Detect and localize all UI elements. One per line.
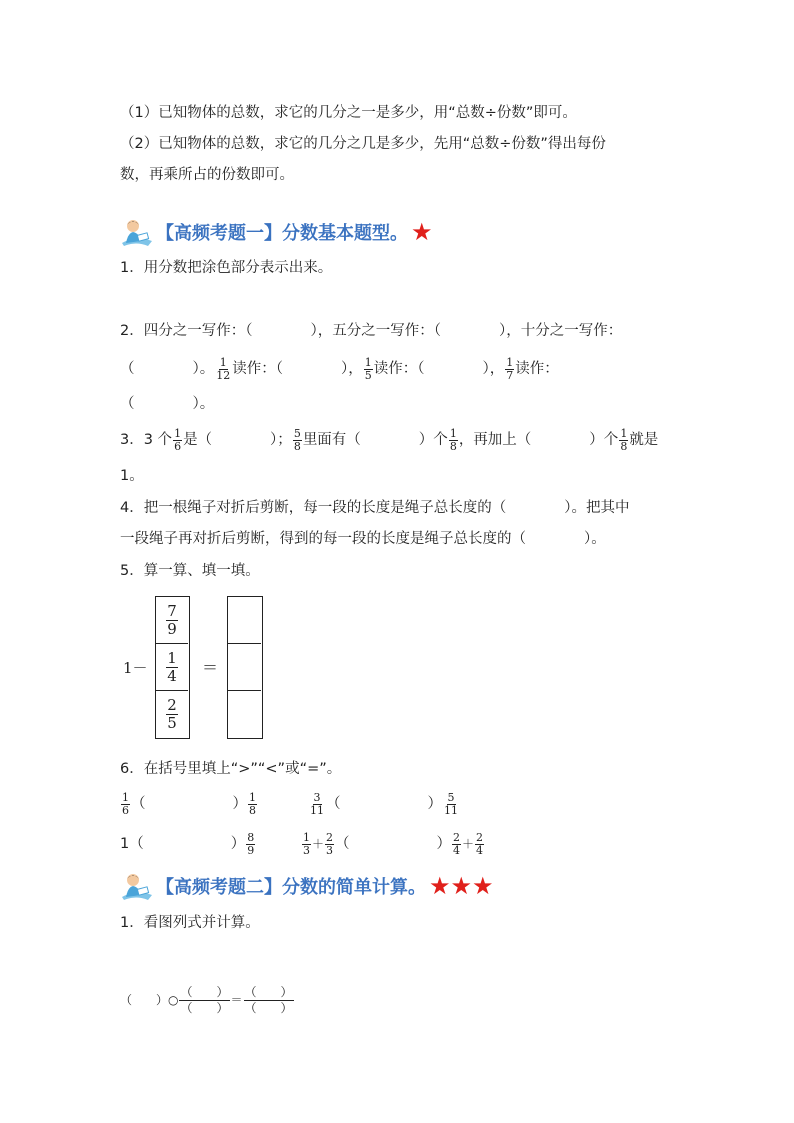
answer-column-box[interactable]	[227, 596, 263, 739]
answer-cell[interactable]	[228, 597, 261, 644]
fraction	[215, 357, 231, 382]
denominator: 8	[620, 439, 628, 453]
denominator: 6	[174, 439, 182, 453]
s1-question-4-line-b: 一段绳子再对折后剪断，得到的每一段的长度是绳子总长度的（ ）。	[120, 531, 606, 547]
q2-read-label: 读作：（ ），	[373, 361, 505, 377]
compare-row-2-left	[120, 829, 256, 859]
fraction	[293, 428, 302, 453]
numerator: 1	[167, 648, 177, 667]
denominator: 3	[326, 843, 334, 857]
denominator: 5	[364, 368, 372, 382]
s1-question-4-line-a: 4．把一根绳子对折后剪断，每一段的长度是绳子总长度的（ ）。把其中	[120, 500, 630, 516]
numerator: 8	[247, 830, 255, 844]
fraction-cell	[156, 597, 188, 644]
compare-row-2-right	[301, 829, 485, 859]
denominator: 9	[167, 619, 177, 638]
fraction-cell	[156, 691, 188, 737]
numerator: 2	[476, 830, 484, 844]
plus-sign: ＋	[462, 837, 475, 851]
fraction	[364, 357, 373, 382]
s1-question-5: 5．算一算、填一填。	[120, 563, 260, 579]
numerator: 5	[293, 426, 301, 440]
numerator: 1	[364, 355, 372, 369]
s1-question-2-line-b	[120, 356, 559, 382]
intro-line-1: （1）已知物体的总数，求它的几分之一是多少，用“总数÷份数”即可。	[120, 105, 577, 121]
compare-blank[interactable]: （ ）	[131, 796, 247, 812]
section1-title: 【高频考题一】分数基本题型。	[156, 223, 408, 244]
denominator: 5	[167, 713, 177, 732]
fraction	[173, 428, 182, 453]
answer-cell[interactable]	[228, 644, 261, 691]
fraction	[505, 357, 514, 382]
s1-question-1: 1．用分数把涂色部分表示出来。	[120, 260, 333, 276]
section2-title: 【高频考题二】分数的简单计算。	[156, 877, 426, 898]
equation-template	[120, 980, 295, 1020]
one-minus-label: 1－	[123, 659, 148, 677]
section1-heading	[118, 217, 433, 247]
denominator: 3	[303, 843, 310, 857]
numerator: 1	[620, 426, 628, 440]
student-reading-icon	[118, 217, 154, 247]
compare-blank[interactable]: 1（ ）	[120, 836, 246, 852]
numerator-blank[interactable]: （ ）	[180, 985, 229, 999]
q3-text: 里面有（ ）个	[302, 432, 448, 448]
s1-question-3	[120, 427, 658, 453]
denominator: 9	[247, 843, 255, 857]
denominator: 12	[216, 368, 231, 382]
denominator-blank[interactable]: （ ）	[180, 1001, 229, 1015]
fraction	[449, 428, 458, 453]
numerator: 1	[506, 355, 514, 369]
operator-blank[interactable]: （ ）○	[120, 993, 179, 1007]
intro-line-2: （2）已知物体的总数，求它的几分之几是多少，先用“总数÷份数”得出每份	[120, 136, 606, 152]
plus-sign: ＋	[312, 837, 325, 851]
compare-blank[interactable]: （ ）	[335, 836, 452, 852]
equals-sign: ＝	[202, 658, 219, 677]
numerator: 7	[167, 601, 177, 620]
numerator: 1	[219, 355, 227, 369]
denominator: 8	[449, 439, 457, 453]
q3-text: ，再加上（ ）个	[458, 432, 619, 448]
student-reading-icon	[118, 871, 154, 901]
q3-text: 就是	[629, 432, 659, 448]
numerator: 3	[313, 790, 321, 804]
numerator: 2	[167, 695, 177, 714]
s1-question-6: 6．在括号里填上“>”“<”或“=”。	[120, 761, 342, 777]
numerator: 2	[453, 830, 461, 844]
q2-blank: （ ）。	[120, 361, 215, 377]
numerator: 1	[174, 426, 182, 440]
numerator: 1	[249, 790, 256, 804]
s1-question-3-cont: 1。	[120, 468, 144, 484]
denominator: 4	[167, 666, 177, 685]
q3-text: 是（ ）；	[183, 432, 292, 448]
numerator: 2	[326, 830, 334, 844]
denominator: 4	[476, 843, 484, 857]
denominator: 7	[506, 368, 514, 382]
denominator: 4	[453, 843, 461, 857]
star-rating-icon: ★	[411, 218, 433, 246]
s2-question-1: 1．看图列式并计算。	[120, 915, 260, 931]
numerator: 5	[447, 790, 455, 804]
denominator-blank[interactable]: （ ）	[244, 1001, 293, 1015]
intro-line-3: 数，再乘所占的份数即可。	[120, 167, 294, 183]
q2-read-label: 读作：（ ），	[232, 361, 363, 377]
star-rating-icon: ★★★	[429, 872, 494, 900]
q3-text: 3．3 个	[120, 432, 173, 448]
fraction-cell	[156, 644, 188, 691]
answer-cell[interactable]	[228, 691, 261, 737]
compare-row-1-right	[308, 789, 460, 819]
compare-row-1-left	[120, 789, 258, 819]
section2-heading	[118, 871, 494, 901]
denominator: 8	[293, 439, 301, 453]
q2-read-label: 读作：	[515, 361, 559, 377]
denominator: 6	[122, 803, 129, 817]
denominator: 11	[310, 803, 324, 817]
denominator: 11	[444, 803, 458, 817]
equals-sign: ＝	[230, 993, 243, 1007]
numerator-blank[interactable]: （ ）	[244, 985, 293, 999]
s1-question-2-line-a: 2．四分之一写作：（ ），五分之一写作：（ ），十分之一写作：	[120, 323, 623, 339]
fraction	[619, 428, 628, 453]
s1-question-2-line-c: （ ）。	[120, 396, 215, 412]
compare-blank[interactable]: （ ）	[326, 796, 442, 812]
fraction-column-box	[155, 596, 190, 739]
numerator: 1	[303, 830, 310, 844]
numerator: 1	[122, 790, 129, 804]
numerator: 1	[449, 426, 457, 440]
denominator: 8	[249, 803, 256, 817]
